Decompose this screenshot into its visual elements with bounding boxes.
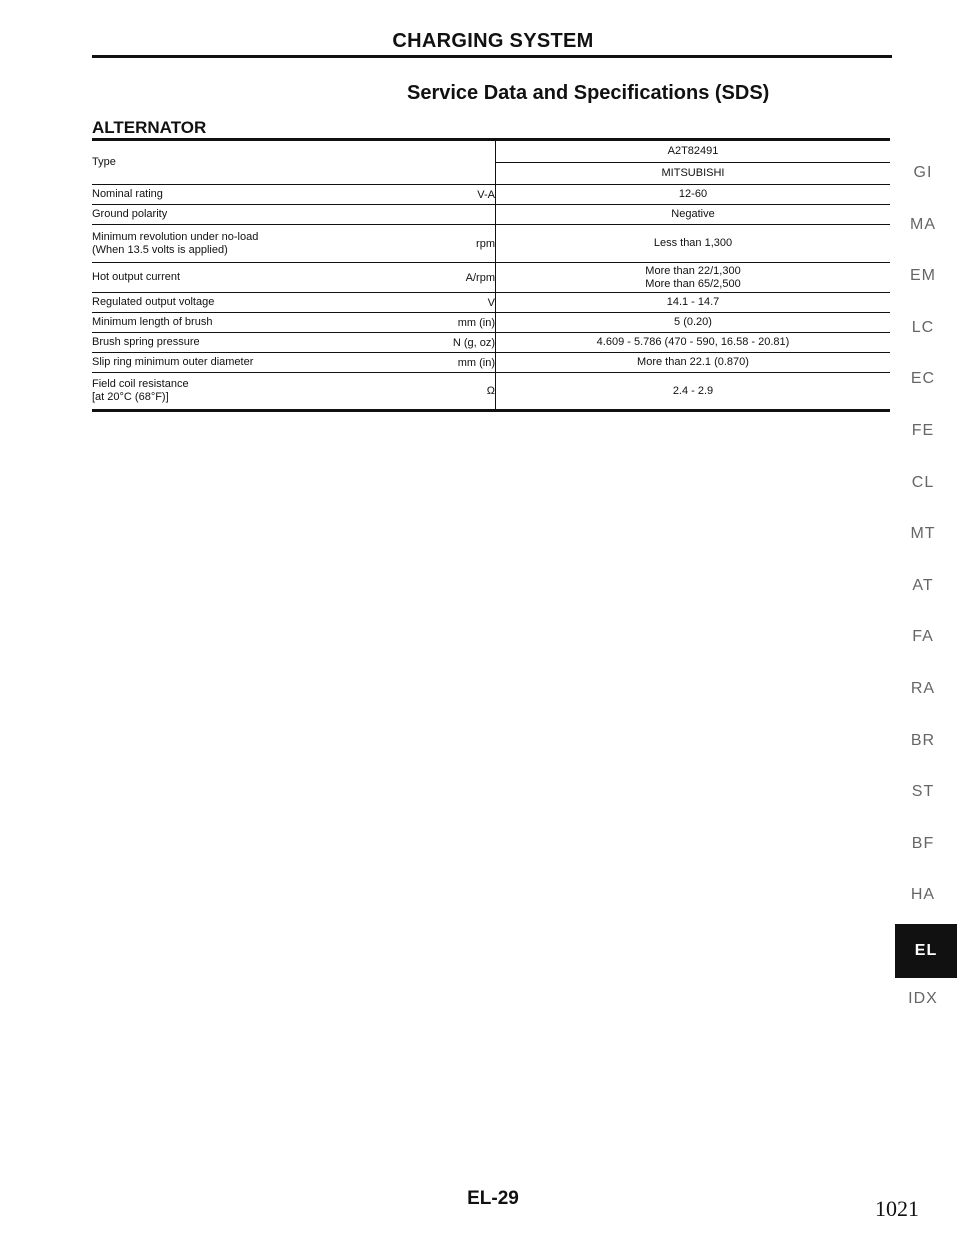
table-row: [92, 140, 890, 185]
side-tab-idx[interactable]: IDX: [908, 989, 938, 1007]
spec-value-text: 14.1 - 14.7: [666, 296, 720, 308]
spec-item: [92, 185, 405, 205]
side-tab-bf[interactable]: BF: [911, 834, 935, 852]
spec-value-text: Negative: [671, 208, 715, 220]
spec-value-text: More than 22.1 (0.870): [637, 356, 749, 368]
footer-page-number: 1021: [875, 1196, 919, 1221]
spec-unit: [405, 205, 496, 225]
sds-title: Service Data and Specifications (SDS): [407, 82, 770, 104]
spec-value-text: Less than 1,300: [653, 237, 733, 249]
spec-unit: rpm: [405, 225, 496, 263]
page-header-title: CHARGING SYSTEM: [392, 30, 594, 52]
side-tab-gi[interactable]: GI: [913, 164, 933, 181]
spec-table-body: [92, 140, 890, 411]
side-tab-ha[interactable]: HA: [910, 886, 936, 904]
spec-value-text: 2.4 - 2.9: [672, 384, 714, 397]
spec-item-text: Field coil resistance: [92, 378, 189, 390]
table-row: [92, 373, 890, 411]
spec-item-text: (When 13.5 volts is applied): [92, 243, 228, 256]
table-row: [92, 293, 890, 313]
header-rule: [92, 55, 892, 58]
spec-value: [496, 205, 891, 225]
spec-unit: V-A: [405, 185, 496, 205]
spec-value-text: More than 22/1,300: [645, 264, 741, 277]
side-tab-ec[interactable]: EC: [910, 370, 936, 388]
spec-item: [92, 205, 405, 225]
spec-unit: [405, 140, 496, 185]
spec-value-text: 4.609 - 5.786 (470 - 590, 16.58 - 20.81): [596, 336, 790, 348]
spec-item-text: Regulated output voltage: [92, 296, 215, 308]
side-tab-at[interactable]: AT: [912, 576, 934, 594]
table-row: [92, 263, 890, 293]
spec-item: [92, 225, 405, 263]
spec-value-text: 12-60: [678, 188, 708, 200]
spec-value-text: More than 65/2,500: [645, 277, 741, 290]
spec-item-text: Slip ring minimum outer diameter: [92, 356, 254, 368]
table-row: [92, 225, 890, 263]
spec-table: [92, 138, 890, 412]
spec-item-text: Brush spring pressure: [92, 336, 200, 348]
side-tab-em[interactable]: EM: [910, 267, 936, 285]
spec-value: [496, 263, 891, 293]
spec-value: [496, 353, 891, 373]
spec-unit: mm (in): [405, 313, 496, 333]
spec-item: [92, 353, 405, 373]
spec-item-text: Minimum revolution under no-load: [92, 230, 259, 243]
spec-unit: N (g, oz): [405, 333, 496, 353]
side-tab-el[interactable]: EL: [895, 924, 957, 978]
table-row: [92, 205, 890, 225]
side-tab-ma[interactable]: MA: [910, 215, 936, 233]
spec-item: [92, 373, 405, 411]
spec-unit: mm (in): [405, 353, 496, 373]
spec-value: [496, 333, 891, 353]
spec-item-text: Ground polarity: [92, 208, 168, 220]
spec-unit: A/rpm: [405, 263, 496, 293]
table-row: [92, 185, 890, 205]
side-tab-fa[interactable]: FA: [912, 628, 934, 646]
spec-item-text: Hot output current: [92, 271, 181, 283]
spec-item: [92, 140, 405, 185]
footer-page-label: EL-29: [467, 1188, 519, 1209]
section-title: ALTERNATOR: [92, 118, 207, 137]
spec-item-text: [at 20°C (68°F)]: [92, 391, 169, 403]
side-tab-lc[interactable]: LC: [911, 318, 935, 336]
spec-item-text: Nominal rating: [92, 188, 163, 200]
side-tab-fe[interactable]: FE: [911, 422, 935, 439]
spec-value-text: A2T82491: [667, 145, 719, 157]
spec-value: [496, 293, 891, 313]
side-tab-st[interactable]: ST: [911, 783, 935, 801]
spec-value: [496, 313, 891, 333]
spec-item-text: Minimum length of brush: [92, 316, 213, 328]
spec-item: [92, 333, 405, 353]
spec-value: [496, 225, 891, 263]
spec-item: [92, 313, 405, 333]
table-row: [92, 333, 890, 353]
spec-value: [496, 140, 891, 185]
spec-item: [92, 293, 405, 313]
spec-item-text: Type: [92, 156, 116, 168]
side-tab-ra[interactable]: RA: [910, 680, 936, 697]
spec-unit: Ω: [405, 373, 496, 411]
spec-value-text: 5 (0.20): [674, 316, 712, 328]
side-tab-mt[interactable]: MT: [910, 525, 936, 543]
spec-item: [92, 263, 405, 293]
table-row: [92, 353, 890, 373]
side-tab-br[interactable]: BR: [910, 731, 936, 749]
spec-value-text: MITSUBISHI: [496, 162, 890, 184]
table-row: [92, 313, 890, 333]
spec-value: [496, 185, 891, 205]
side-tab-cl[interactable]: CL: [911, 473, 935, 491]
spec-unit: V: [405, 293, 496, 313]
spec-value: [496, 373, 891, 411]
